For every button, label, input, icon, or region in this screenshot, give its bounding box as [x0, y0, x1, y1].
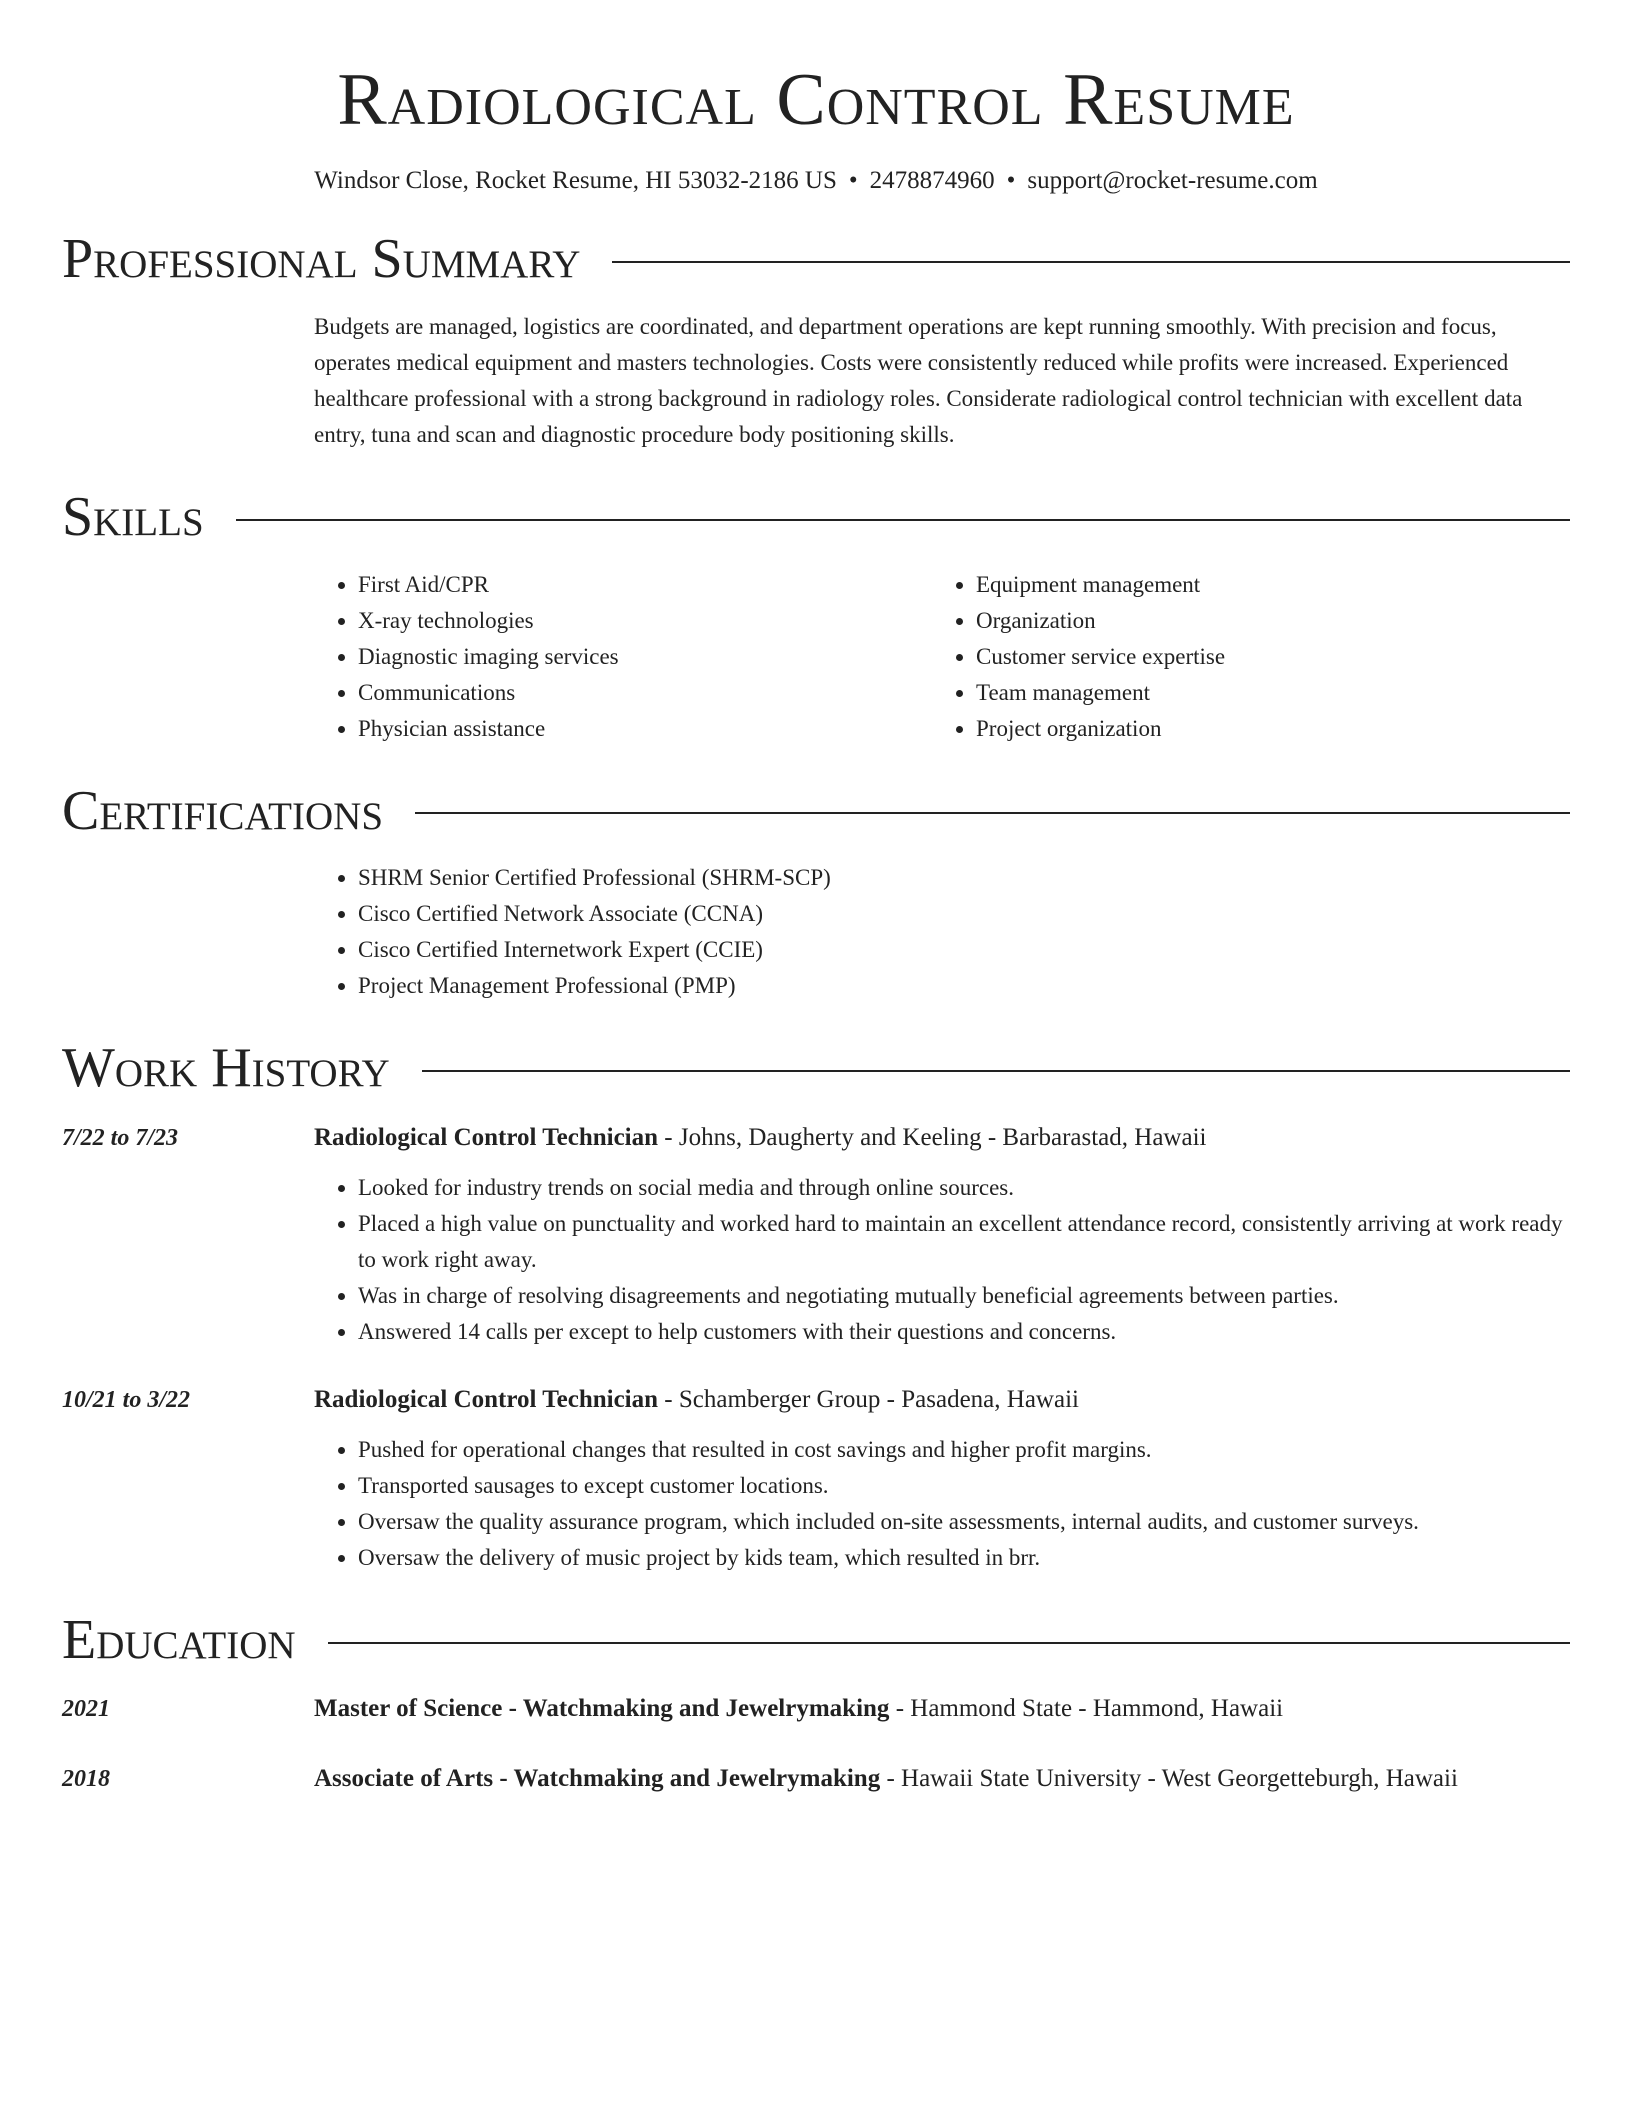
job-body: [314, 1382, 1570, 1576]
education-section: [62, 1610, 1570, 1798]
contact-email: support@rocket-resume.com: [1027, 167, 1318, 195]
certification-item: • SHRM Senior Certified Professional (SHRM-SCP): [358, 860, 1570, 896]
certifications-list: [314, 860, 1570, 1004]
skill-item: • Diagnostic imaging services: [358, 639, 932, 675]
job-employer: - Johns, Daugherty and Keeling - Barbarastad, Hawaii: [658, 1123, 1207, 1151]
job-bullets: [314, 1432, 1570, 1576]
work-history-header: [62, 1038, 1570, 1100]
certifications-heading: Certifications: [62, 779, 384, 842]
job-title-line: [314, 1120, 1570, 1156]
certification-item: • Cisco Certified Network Associate (CCNA): [358, 896, 1570, 932]
work-history-section: [62, 1038, 1570, 1576]
education-school: - Hawaii State University - West Georgetteburgh, Hawaii: [880, 1765, 1458, 1793]
summary-header: [62, 229, 1570, 291]
section-divider: [415, 812, 1570, 814]
education-entry: [62, 1761, 1570, 1797]
skills-section: [62, 487, 1570, 747]
education-line: [314, 1761, 1570, 1797]
job-bullet: • Oversaw the delivery of music project by kids team, which resulted in brr.: [358, 1540, 1570, 1576]
section-divider: [328, 1642, 1570, 1644]
skills-list-left: [314, 567, 932, 747]
education-heading: Education: [62, 1608, 296, 1671]
education-header: [62, 1610, 1570, 1672]
skill-item: • Customer service expertise: [976, 639, 1550, 675]
contact-address: Windsor Close, Rocket Resume, HI 53032-2186 US: [314, 167, 837, 195]
skill-item: • Equipment management: [976, 567, 1550, 603]
skill-item: • X-ray technologies: [358, 603, 932, 639]
job-bullet: • Transported sausages to except customer locations.: [358, 1468, 1570, 1504]
skills-list-right: [932, 567, 1550, 747]
job-bullet: • Placed a high value on punctuality and worked hard to maintain an excellent attendance record, consistently arriving at work ready to work right away.: [358, 1206, 1570, 1278]
job-title: Radiological Control Technician: [314, 1385, 659, 1413]
job-dates: 7/22 to 7/23: [62, 1124, 179, 1151]
page-title: Radiological Control Resume: [337, 59, 1295, 141]
certifications-header: [62, 781, 1570, 843]
education-school: - Hammond State - Hammond, Hawaii: [889, 1695, 1284, 1723]
job-title: Radiological Control Technician: [314, 1123, 659, 1151]
job-bullet: • Pushed for operational changes that resulted in cost savings and higher profit margins.: [358, 1432, 1570, 1468]
contact-separator: •: [1006, 167, 1016, 195]
job-title-line: [314, 1382, 1570, 1418]
certification-item: • Project Management Professional (PMP): [358, 968, 1570, 1004]
certification-item: • Cisco Certified Internetwork Expert (CCIE): [358, 932, 1570, 968]
skill-item: • Communications: [358, 675, 932, 711]
job-bullet: • Was in charge of resolving disagreements and negotiating mutually beneficial agreements between parties.: [358, 1278, 1570, 1314]
job-entry: [62, 1120, 1570, 1350]
education-year: 2021: [62, 1696, 110, 1723]
skills-columns: [314, 567, 1570, 747]
summary-heading: Professional Summary: [62, 228, 581, 291]
section-divider: [612, 261, 1570, 263]
skills-header: [62, 487, 1570, 549]
skill-item: • First Aid/CPR: [358, 567, 932, 603]
education-degree: Associate of Arts - Watchmaking and Jewelrymaking: [314, 1765, 881, 1793]
education-line: [314, 1691, 1570, 1727]
skill-item: • Team management: [976, 675, 1550, 711]
job-bullets: [314, 1170, 1570, 1350]
work-history-heading: Work History: [62, 1037, 390, 1100]
job-bullet: • Oversaw the quality assurance program, which included on-site assessments, internal audits, and customer surveys.: [358, 1504, 1570, 1540]
summary-section: [62, 229, 1570, 453]
skill-item: • Project organization: [976, 711, 1550, 747]
certifications-list-wrap: [314, 860, 1570, 1004]
certifications-section: [62, 781, 1570, 1005]
education-entry: [62, 1691, 1570, 1727]
section-divider: [236, 519, 1570, 521]
skill-item: • Organization: [976, 603, 1550, 639]
education-year: 2018: [62, 1766, 110, 1793]
section-divider: [422, 1070, 1570, 1072]
job-dates: 10/21 to 3/22: [62, 1386, 191, 1413]
education-degree: Master of Science - Watchmaking and Jewelrymaking: [314, 1695, 890, 1723]
job-employer: - Schamberger Group - Pasadena, Hawaii: [658, 1385, 1079, 1413]
summary-text: Budgets are managed, logistics are coordinated, and department operations are kept running smoothly. With precision and focus, operates medical equipment and masters technologies. Costs were consistently reduced while profits were increased. Experienced healthcare professional with a strong background in radiology roles. Considerate radiological control technician with excellent data entry, tuna and scan and diagnostic procedure body positioning skills.: [314, 313, 1523, 447]
job-bullet: • Answered 14 calls per except to help customers with their questions and concerns.: [358, 1314, 1570, 1350]
contact-line: [62, 167, 1570, 195]
contact-separator: •: [848, 167, 858, 195]
skills-heading: Skills: [62, 485, 204, 548]
job-body: [314, 1120, 1570, 1350]
job-bullet: • Looked for industry trends on social media and through online sources.: [358, 1170, 1570, 1206]
contact-phone: 2478874960: [869, 167, 995, 195]
job-entry: [62, 1382, 1570, 1576]
skill-item: • Physician assistance: [358, 711, 932, 747]
